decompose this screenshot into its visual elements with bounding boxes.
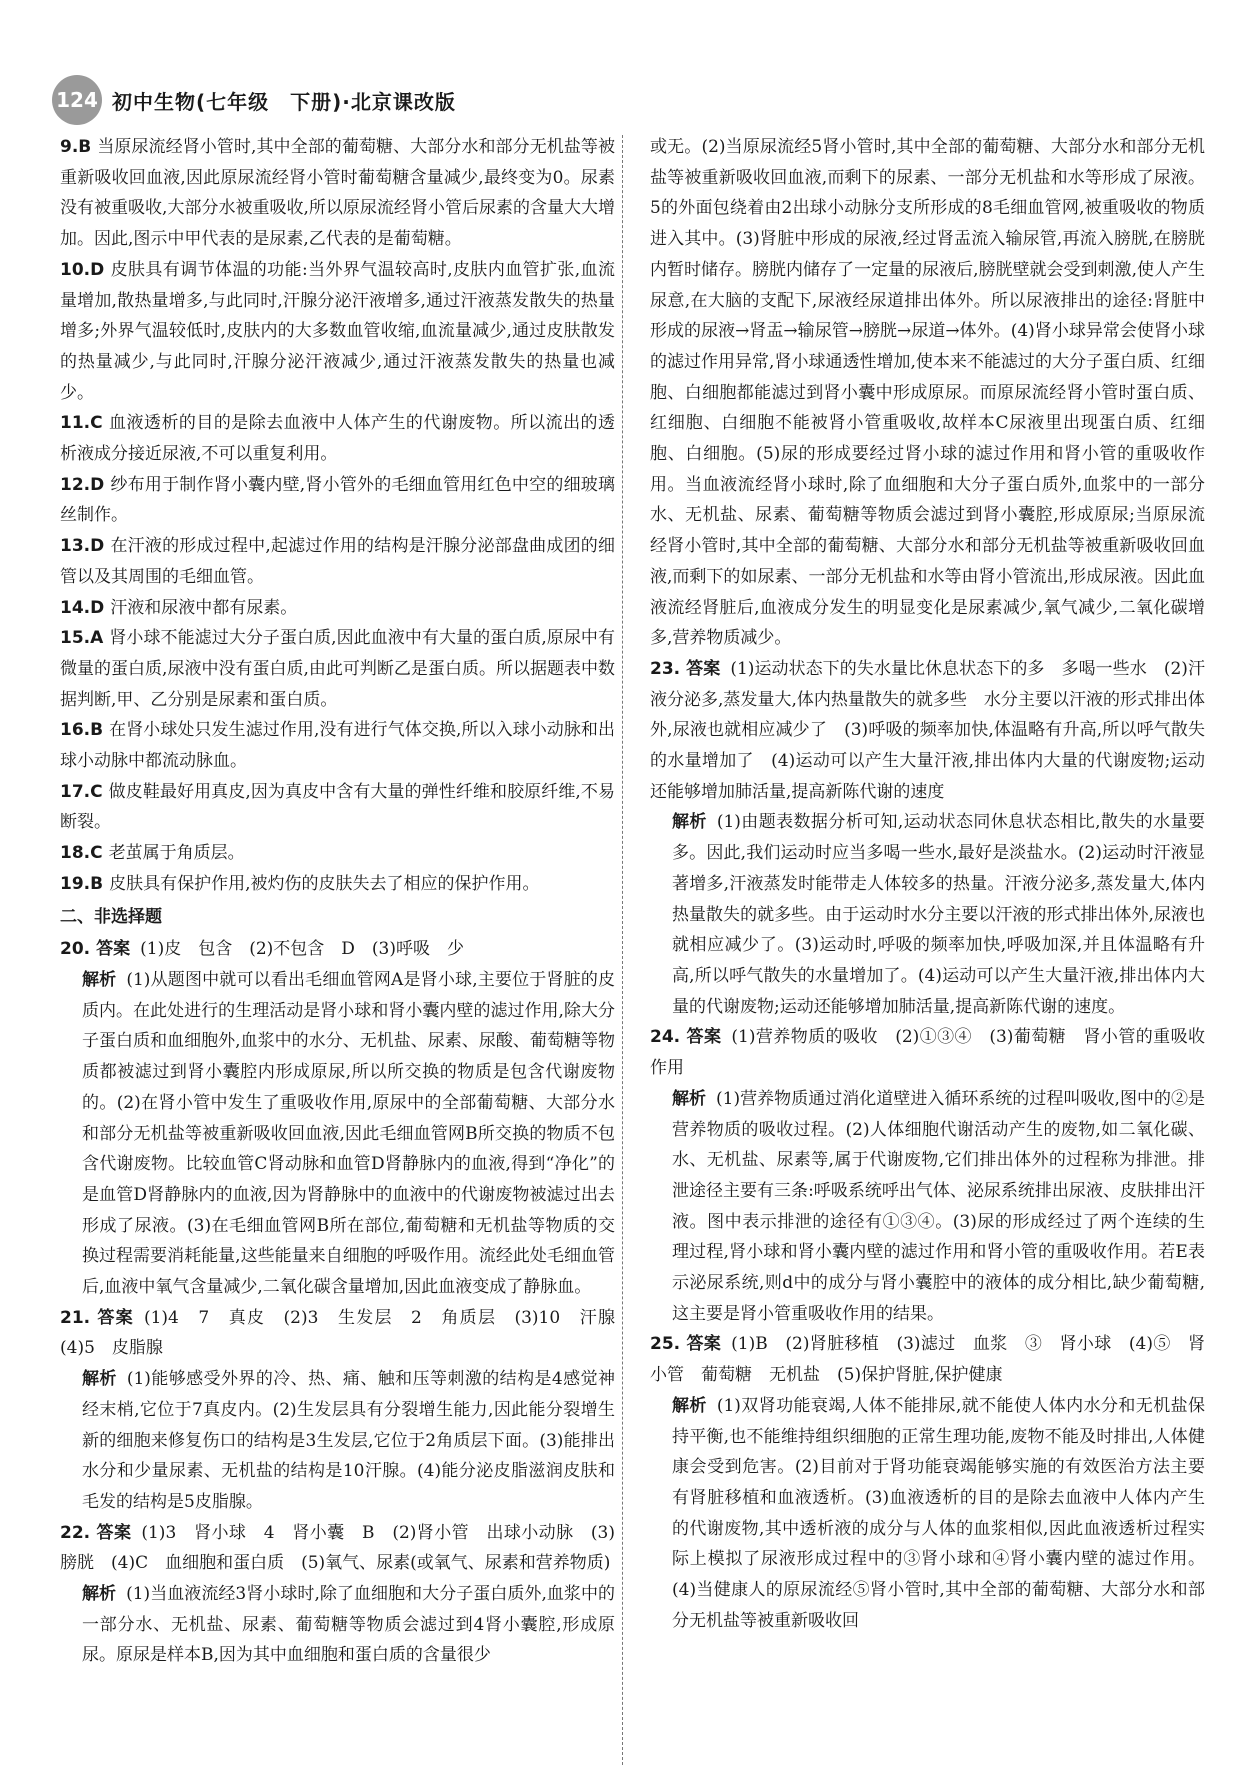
- answer-item: 14.D 汗液和尿液中都有尿素。: [60, 597, 298, 618]
- question-23: 23. 答案 (1)运动状态下的失水量比休息状态下的多 多喝一些水 (2)汗液分泌多,蒸发量大,体内热量散失的就多些 水分主要以汗液的形式排出体外,尿液也就相应减少了 (3)呼吸的频率加快,体温略有升高,所以呼气散失的水量增加了 (4)运动可以产生大量汗液,排出体内大量的代谢废物;运动还能够增加肺活量,提高新陈代谢的速度: [650, 658, 1205, 802]
- analysis-20: 解析 (1)从题图中就可以看出毛细血管网A是肾小球,主要位于肾脏的皮质内。在此处进行的生理活动是肾小球和肾小囊内壁的滤过作用,除大分子蛋白质和血细胞外,血浆中的水分、无机盐、尿素、尿酸、葡萄糖等物质都被滤过到肾小囊腔内形成原尿,所以所交换的物质是包含代谢废物的。(2)在肾小管中发生了重吸收作用,原尿中的全部葡萄糖、大部分水和部分无机盐等被重新吸收回血液,因此毛细血管网B所交换的物质不包含代谢废物。比较血管C肾动脉和血管D肾静脉内的血液,得到“净化”的是血管D肾静脉内的血液,因为肾静脉中的血液中的代谢废物被滤过出去形成了尿液。(3)在毛细血管网B所在部位,葡萄糖和无机盐等物质的交换过程需要消耗能量,这些能量来自细胞的呼吸作用。流经此处毛细血管后,血液中氧气含量减少,二氧化碳含量增加,因此血液变成了静脉血。: [82, 969, 616, 1298]
- analysis-22-part2: 或无。(2)当原尿流经5肾小管时,其中全部的葡萄糖、大部分水和部分无机盐等被重新吸收回血液,而剩下的尿素、一部分无机盐和水等形成了尿液。5的外面包绕着由2出球小动脉分支所形成的8毛细血管网,被重吸收的物质进入其中。(3)肾脏中形成的尿液,经过肾盂流入输尿管,再流入膀胱,在膀胱内暂时储存。膀胱内储存了一定量的尿液后,膀胱壁就会受到刺激,使人产生尿意,在大脑的支配下,尿液经尿道排出体外。所以尿液排出的途径:肾脏中形成的尿液→肾盂→输尿管→膀胱→尿道→体外。(4)肾小球异常会使肾小球的滤过作用异常,肾小球通透性增加,使本来不能滤过的大分子蛋白质、红细胞、白细胞都能滤过到肾小囊中形成原尿。而原尿流经肾小管时蛋白质、红细胞、白细胞不能被肾小管重吸收,故样本C尿液里出现蛋白质、红细胞、白细胞。(5)尿的形成要经过肾小球的滤过作用和肾小管的重吸收作用。当血液流经肾小球时,除了血细胞和大分子蛋白质外,血浆中的一部分水、无机盐、尿素、葡萄糖等物质会滤过到肾小囊腔,形成原尿;当原尿流经肾小管时,其中全部的葡萄糖、大部分水和部分无机盐等被重新吸收回血液,而剩下的如尿素、一部分无机盐和水等由肾小管流出,形成尿液。因此血液流经肾脏后,血液成分发生的明显变化是尿素减少,氧气减少,二氧化碳增多,营养物质减少。: [650, 137, 1205, 649]
- question-25: 25. 答案 (1)B (2)肾脏移植 (3)滤过 血浆 ③ 肾小球 (4)⑤ 肾小管 葡萄糖 无机盐 (5)保护肾脏,保护健康: [650, 1334, 1205, 1386]
- answer-item: 16.B 在肾小球处只发生滤过作用,没有进行气体交换,所以入球小动脉和出球小动脉中都流动脉血。: [60, 720, 615, 772]
- section-title: 二、非选择题: [60, 906, 162, 927]
- question-24: 24. 答案 (1)营养物质的吸收 (2)①③④ (3)葡萄糖 肾小管的重吸收作用: [650, 1027, 1205, 1079]
- answer-item: 18.C 老茧属于角质层。: [60, 843, 245, 864]
- analysis-21: 解析 (1)能够感受外界的冷、热、痛、触和压等刺激的结构是4感觉神经末梢,它位于7真皮内。(2)生发层具有分裂增生能力,因此能分裂增生新的细胞来修复伤口的结构是3生发层,它位于2角质层下面。(3)能排出水分和少量尿素、无机盐的结构是10汗腺。(4)能分泌皮脂滋润皮肤和毛发的结构是5皮脂腺。: [82, 1369, 615, 1512]
- question-21: 21. 答案 (1)4 7 真皮 (2)3 生发层 2 角质层 (3)10 汗腺 (4)5 皮脂腺: [60, 1307, 633, 1359]
- analysis-24: 解析 (1)营养物质通过消化道壁进入循环系统的过程叫吸收,图中的②是营养物质的吸收过程。(2)人体细胞代谢活动产生的废物,如二氧化碳、水、无机盐、尿素等,属于代谢废物,它们排出体外的过程称为排泄。排泄途径主要有三条:呼吸系统呼出气体、泌尿系统排出尿液、皮肤排出汗液。图中表示排泄的途径有①③④。(3)尿的形成经过了两个连续的生理过程,肾小球和肾小囊内壁的滤过作用和肾小管的重吸收作用。若E表示泌尿系统,则d中的成分与肾小囊腔中的液体的成分相比,缺少葡萄糖,这主要是肾小管重吸收作用的结果。: [672, 1088, 1206, 1324]
- answer-item: 15.A 肾小球不能滤过大分子蛋白质,因此血液中有大量的蛋白质,原尿中有微量的蛋白质,尿液中没有蛋白质,由此可判断乙是蛋白质。所以据题表中数据判断,甲、乙分别是尿素和蛋白质。: [60, 628, 615, 710]
- question-22: 22. 答案 (1)3 肾小球 4 肾小囊 B (2)肾小管 出球小动脉 (3)膀胱 (4)C 血细胞和蛋白质 (5)氧气、尿素(或氧气、尿素和营养物质): [60, 1522, 615, 1574]
- answer-item: 19.B 皮肤具有保护作用,被灼伤的皮肤失去了相应的保护作用。: [60, 873, 540, 894]
- answer-item: 9.B 当原尿流经肾小管时,其中全部的葡萄糖、大部分水和部分无机盐等被重新吸收回血液,因此原尿流经肾小管时葡萄糖含量减少,最终变为0。尿素没有被重吸收,大部分水被重吸收,所以原尿流经肾小管后尿素的含量大大增加。因此,图示中甲代表的是尿素,乙代表的是葡萄糖。: [60, 137, 615, 250]
- analysis-25: 解析 (1)双肾功能衰竭,人体不能排尿,就不能使人体内水分和无机盐保持平衡,也不能维持组织细胞的正常生理功能,废物不能及时排出,人体健康会受到危害。(2)目前对于肾功能衰竭能够实施的有效医治方法主要有肾脏移植和血液透析。(3)血液透析的目的是除去血液中人体内产生的代谢废物,其中透析液的成分与人体的血浆相似,因此血液透析过程实际上模拟了尿液形成过程中的③肾小球和④肾小囊内壁的滤过作用。(4)当健康人的原尿流经⑤肾小管时,其中全部的葡萄糖、大部分水和部分无机盐等被重新吸收回: [672, 1395, 1206, 1631]
- question-20: 20. 答案 (1)皮 包含 (2)不包含 D (3)呼吸 少: [60, 939, 464, 960]
- analysis-23: 解析 (1)由题表数据分析可知,运动状态同休息状态相比,散失的水量要多。因此,我们运动时应当多喝一些水,最好是淡盐水。(2)运动时汗液显著增多,汗液蒸发时能带走人体较多的热量。汗液分泌多,蒸发量大,体内热量散失的就多些。由于运动时水分主要以汗液的形式排出体外,尿液也就相应减少了。(3)运动时,呼吸的频率加快,呼吸加深,并且体温略有升高,所以呼气散失的水量增加了。(4)运动可以产生大量汗液,排出体内大量的代谢废物;运动还能够增加肺活量,提高新陈代谢的速度。: [672, 812, 1206, 1017]
- column-divider: [622, 135, 623, 1765]
- answer-item: 10.D 皮肤具有调节体温的功能:当外界气温较高时,皮肤内血管扩张,血流量增加,散热量增多,与此同时,汗腺分泌汗液增多,通过汗液蒸发散失的热量增多;外界气温较低时,皮肤内的大多数血管收缩,血流量减少,通过皮肤散发的热量减少,与此同时,汗腺分泌汗液减少,通过汗液蒸发散失的热量也减少。: [60, 259, 615, 403]
- book-title: 初中生物(七年级 下册)·北京课改版: [112, 89, 456, 114]
- page-number: 124: [52, 75, 102, 125]
- answer-item: 12.D 纱布用于制作肾小囊内壁,肾小管外的毛细血管用红色中空的细玻璃丝制作。: [60, 474, 615, 526]
- answer-item: 13.D 在汗液的形成过程中,起滤过作用的结构是汗腺分泌部盘曲成团的细管以及其周围的毛细血管。: [60, 536, 615, 587]
- answer-item: 17.C 做皮鞋最好用真皮,因为真皮中含有大量的弹性纤维和胶原纤维,不易断裂。: [60, 781, 615, 833]
- page-header: [52, 78, 456, 122]
- left-column: [60, 132, 633, 1671]
- analysis-22-part1: 解析 (1)当血液流经3肾小球时,除了血细胞和大分子蛋白质外,血浆中的一部分水、无机盐、尿素、葡萄糖等物质会滤过到4肾小囊腔,形成原尿。原尿是样本B,因为其中血细胞和蛋白质的含量很少: [82, 1584, 616, 1666]
- answer-item: 11.C 血液透析的目的是除去血液中人体产生的代谢废物。所以流出的透析液成分接近尿液,不可以重复利用。: [60, 413, 615, 465]
- right-column: [650, 132, 1205, 1636]
